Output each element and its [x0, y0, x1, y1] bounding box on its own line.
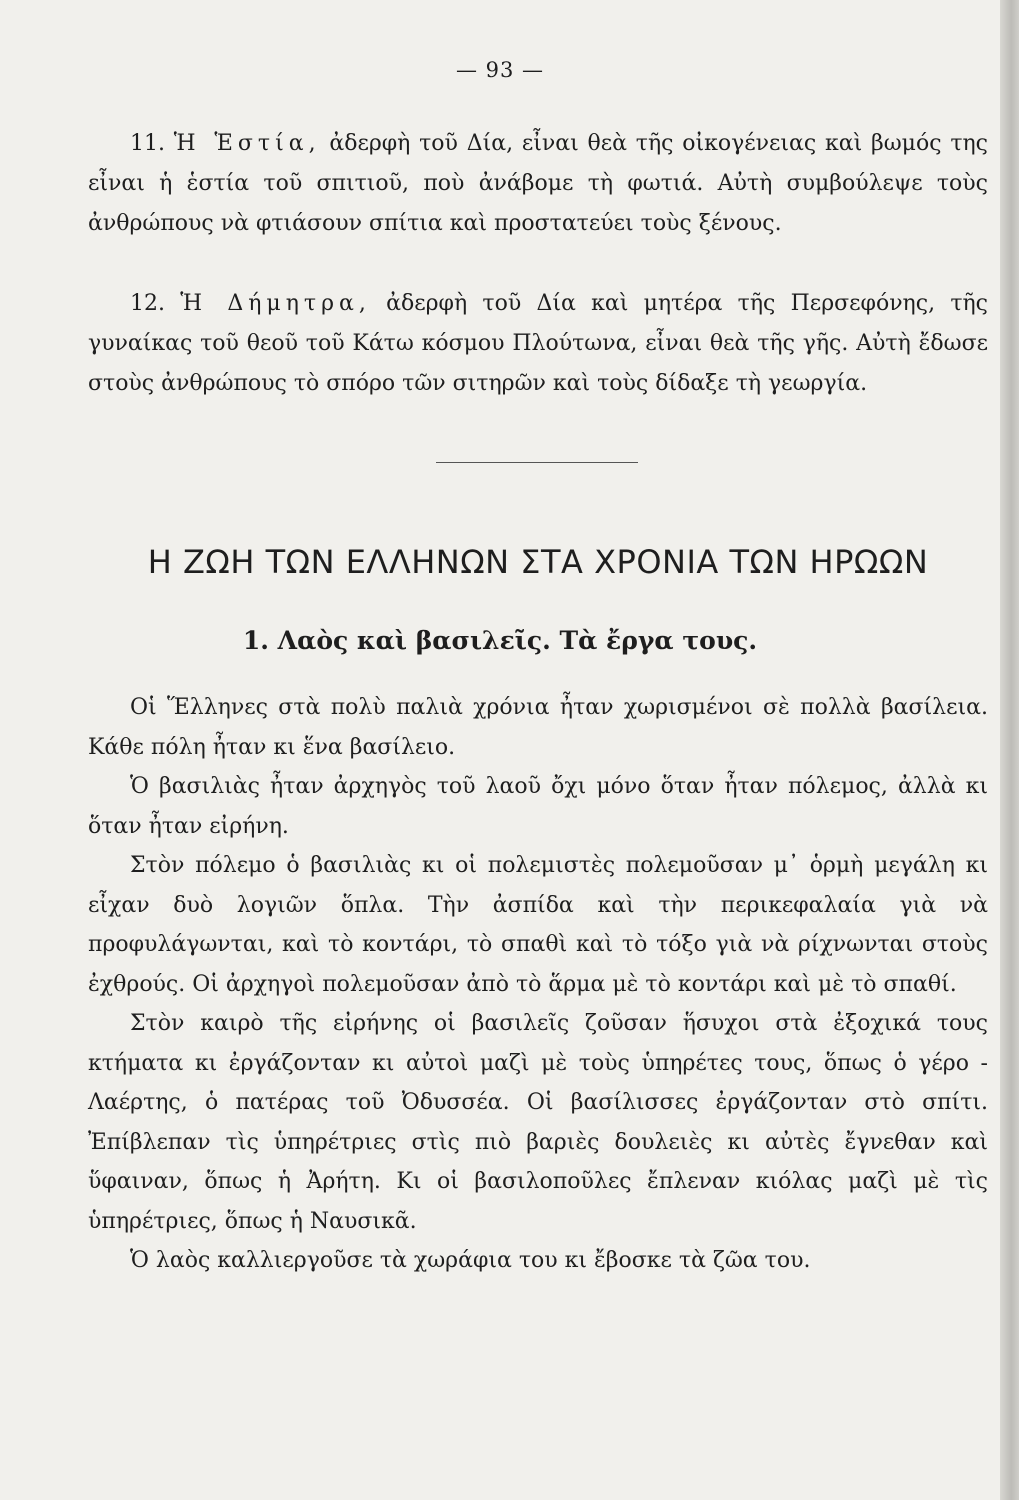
body-paragraph: Οἱ Ἕλληνες στὰ πολὺ παλιὰ χρόνια ἦταν χωρισμένοι σὲ πολλὰ βασίλεια. Κάθε πόλη ἦταν κι ἕνα βασίλειο.	[88, 695, 988, 760]
body-paragraph: Στὸν πόλεμο ὁ βασιλιὰς κι οἱ πολεμιστὲς πολεμοῦσαν μ᾿ ὁρμὴ μεγάλη κι εἶχαν δυὸ λογιῶν ὅπλα. Τὴν ἀσπίδα καὶ τὴν περικεφαλαία γιὰ νὰ προφυλάγωνται, καὶ τὸ κοντάρι, τὸ σπαθὶ καὶ τὸ τόξο γιὰ νὰ ρίχνωνται στοὺς ἐχθρούς. Οἱ ἀρχηγοὶ πολεμοῦσαν ἀπὸ τὸ ἅρμα μὲ τὸ κοντάρι καὶ μὲ τὸ σπαθί.	[88, 853, 988, 997]
entry-paragraph	[88, 124, 988, 244]
section-divider	[436, 462, 638, 463]
entry-paragraph	[88, 284, 988, 404]
deity-name: Ἡ Δήμητρα,	[180, 291, 371, 316]
entry-text: ἀδερφὴ τοῦ Δία καὶ μητέρα τῆς Περσεφόνης, τῆς γυναίκας τοῦ θεοῦ τοῦ Κάτω κόσμου Πλούτωνα, εἶναι θεὰ τῆς γῆς. Αὐτὴ ἔδωσε στοὺς ἀνθρώπους τὸ σπόρο τῶν σιτηρῶν καὶ τοὺς δίδαξε τὴ γεωργία.	[88, 291, 988, 396]
section-title: Η ΖΩΗ ΤΩΝ ΕΛΛΗΝΩΝ ΣΤΑ ΧΡΟΝΙΑ ΤΩΝ ΗΡΩΩΝ	[147, 543, 929, 581]
body-paragraph: Ὁ βασιλιὰς ἦταν ἀρχηγὸς τοῦ λαοῦ ὄχι μόνο ὅταν ἦταν πόλεμος, ἀλλὰ κι ὅταν ἦταν εἰρήνη.	[88, 774, 988, 839]
page-number: — 93 —	[455, 58, 545, 82]
body-paragraph: Στὸν καιρὸ τῆς εἰρήνης οἱ βασιλεῖς ζοῦσαν ἥσυχοι στὰ ἐξοχικά τους κτήματα κι ἐργάζονταν κι αὐτοὶ μαζὶ μὲ τοὺς ὑπηρέτες τους, ὅπως ὁ γέρο - Λαέρτης, ὁ πατέρας τοῦ Ὀδυσσέα. Οἱ βασίλισσες ἐργάζονταν στὸ σπίτι. Ἐπίβλεπαν τὶς ὑπηρέτριες στὶς πιὸ βαριὲς δουλειὲς κι αὐτὲς ἔγνεθαν καὶ ὕφαιναν, ὅπως ἡ Ἀρήτη. Κι οἱ βασιλοποῦλες ἔπλεναν κιόλας μαζὶ μὲ τὶς ὑπηρέτριες, ὅπως ἡ Ναυσικᾶ.	[88, 1011, 988, 1234]
entry-number: 11.	[130, 131, 165, 156]
entry-demeter	[88, 284, 988, 404]
body-paragraph: Ὁ λαὸς καλλιεργοῦσε τὰ χωράφια του κι ἔβοσκε τὰ ζῶα του.	[130, 1248, 811, 1273]
page-edge	[1000, 0, 1019, 1500]
deity-name: Ἡ Ἑστία,	[173, 131, 321, 156]
chapter-body	[88, 688, 988, 1281]
entry-number: 12.	[130, 291, 165, 316]
entry-text: ἀδερφὴ τοῦ Δία, εἶναι θεὰ τῆς οἰκογένειας καὶ βωμός της εἶναι ἡ ἑστία τοῦ σπιτιοῦ, ποὺ ἀνάβομε τὴ φωτιά. Αὐτὴ συμβούλεψε τοὺς ἀνθρώπους νὰ φτιάσουν σπίτια καὶ προστατεύει τοὺς ξένους.	[88, 131, 988, 236]
chapter-subtitle: 1. Λαὸς καὶ βασιλεῖς. Τὰ ἔργα τους.	[242, 626, 758, 655]
entry-hestia	[88, 124, 988, 244]
